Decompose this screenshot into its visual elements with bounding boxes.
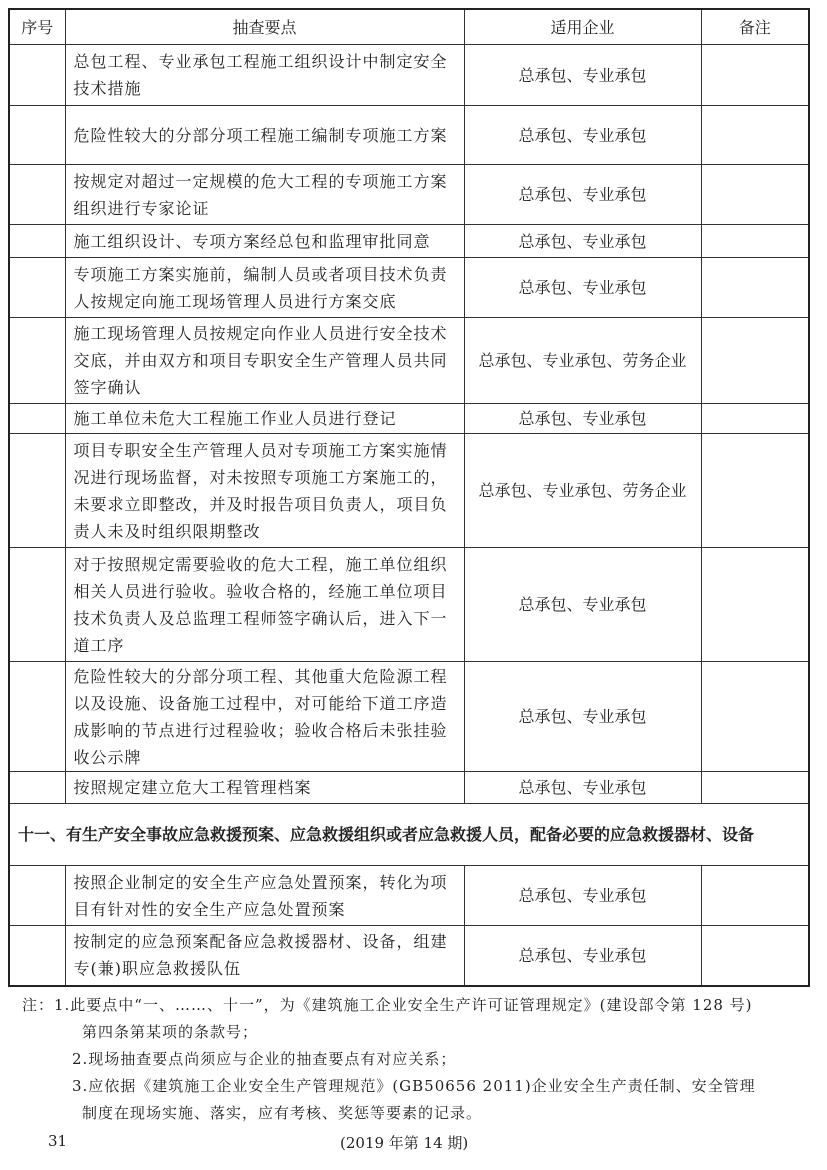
row-item: 项目专职安全生产管理人员对专项施工方案实施情况进行现场监督，对未按照专项施工方案施工的，未要求立即整改，并及时报告项目负责人，项目负责人未及时组织限期整改: [65, 434, 464, 548]
row-scope: 总承包、专业承包: [464, 662, 701, 772]
table-row: [9, 106, 809, 165]
table-row: [9, 772, 809, 804]
row-item: 施工单位未危大工程施工作业人员进行登记: [65, 404, 464, 434]
row-remark: [701, 662, 809, 772]
row-no: [9, 662, 65, 772]
table-row: [9, 318, 809, 404]
header-remark: 备注: [701, 9, 809, 45]
section-row: [9, 804, 809, 866]
table-header: [9, 9, 809, 45]
row-no: [9, 258, 65, 318]
row-item: 按规定对超过一定规模的危大工程的专项施工方案组织进行专家论证: [65, 165, 464, 225]
row-item: 专项施工方案实施前，编制人员或者项目技术负责人按规定向施工现场管理人员进行方案交底: [65, 258, 464, 318]
table-row: [9, 662, 809, 772]
row-no: [9, 866, 65, 926]
note-3-cont: 制度在现场实施、落实，应有考核、奖惩等要素的记录。: [82, 1104, 483, 1122]
table-row: [9, 165, 809, 225]
row-scope: 总承包、专业承包: [464, 106, 701, 165]
row-no: [9, 548, 65, 662]
row-no: [9, 926, 65, 986]
table-row: [9, 866, 809, 926]
row-no: [9, 106, 65, 165]
row-remark: [701, 548, 809, 662]
row-item: 按照规定建立危大工程管理档案: [65, 772, 464, 804]
row-remark: [701, 434, 809, 548]
row-scope: 总承包、专业承包: [464, 404, 701, 434]
table-row: [9, 45, 809, 106]
table-row: [9, 258, 809, 318]
note-1: 注：1.此要点中“一、……、十一”，为《建筑施工企业安全生产许可证管理规定》(建设部令第 128 号): [22, 996, 753, 1014]
table-row: [9, 404, 809, 434]
row-remark: [701, 165, 809, 225]
inspection-table: [8, 8, 810, 987]
row-scope: 总承包、专业承包、劳务企业: [464, 318, 701, 404]
row-no: [9, 434, 65, 548]
row-no: [9, 225, 65, 258]
row-scope: 总承包、专业承包: [464, 548, 701, 662]
row-scope: 总承包、专业承包: [464, 225, 701, 258]
table-row: [9, 548, 809, 662]
row-scope: 总承包、专业承包: [464, 866, 701, 926]
row-remark: [701, 404, 809, 434]
header-item: 抽查要点: [65, 9, 464, 45]
row-scope: 总承包、专业承包、劳务企业: [464, 434, 701, 548]
row-no: [9, 772, 65, 804]
table-row: [9, 434, 809, 548]
row-remark: [701, 866, 809, 926]
row-item: 总包工程、专业承包工程施工组织设计中制定安全技术措施: [65, 45, 464, 106]
row-item: 危险性较大的分部分项工程、其他重大危险源工程以及设施、设备施工过程中，对可能给下道工序造成影响的节点进行过程验收；验收合格后未张挂验收公示牌: [65, 662, 464, 772]
row-item: 施工现场管理人员按规定向作业人员进行安全技术交底，并由双方和项目专职安全生产管理人员共同签字确认: [65, 318, 464, 404]
row-remark: [701, 318, 809, 404]
row-item: 按制定的应急预案配备应急救援器材、设备，组建专(兼)职应急救援队伍: [65, 926, 464, 986]
row-no: [9, 318, 65, 404]
row-scope: 总承包、专业承包: [464, 165, 701, 225]
section-title: 十一、有生产安全事故应急救援预案、应急救援组织或者应急救援人员，配备必要的应急救援器材、设备: [9, 804, 809, 866]
note-1-cont: 第四条第某项的条款号；: [82, 1023, 259, 1041]
row-remark: [701, 258, 809, 318]
table-row: [9, 926, 809, 986]
row-scope: 总承包、专业承包: [464, 926, 701, 986]
row-remark: [701, 772, 809, 804]
row-item: 危险性较大的分部分项工程施工编制专项施工方案: [65, 106, 464, 165]
row-remark: [701, 926, 809, 986]
header-scope: 适用企业: [464, 9, 701, 45]
page-number: 31: [48, 1132, 68, 1150]
note-2: 2.现场抽查要点尚须应与企业的抽查要点有对应关系；: [72, 1050, 457, 1068]
notes: [22, 992, 812, 1127]
row-item: 对于按照规定需要验收的危大工程，施工单位组织相关人员进行验收。验收合格的，经施工单位项目技术负责人及总监理工程师签字确认后，进入下一道工序: [65, 548, 464, 662]
row-no: [9, 404, 65, 434]
row-no: [9, 45, 65, 106]
row-item: 按照企业制定的安全生产应急处置预案，转化为项目有针对性的安全生产应急处置预案: [65, 866, 464, 926]
table-row: [9, 225, 809, 258]
issue-label: (2019 年第 14 期): [340, 1134, 469, 1152]
row-remark: [701, 225, 809, 258]
header-no: 序号: [9, 9, 65, 45]
note-3: 3.应依据《建筑施工企业安全生产管理规范》(GB50656 2011)企业安全生产责任制、安全管理: [72, 1077, 756, 1095]
row-scope: 总承包、专业承包: [464, 258, 701, 318]
row-item: 施工组织设计、专项方案经总包和监理审批同意: [65, 225, 464, 258]
row-remark: [701, 106, 809, 165]
row-no: [9, 165, 65, 225]
row-scope: 总承包、专业承包: [464, 772, 701, 804]
row-remark: [701, 45, 809, 106]
row-scope: 总承包、专业承包: [464, 45, 701, 106]
